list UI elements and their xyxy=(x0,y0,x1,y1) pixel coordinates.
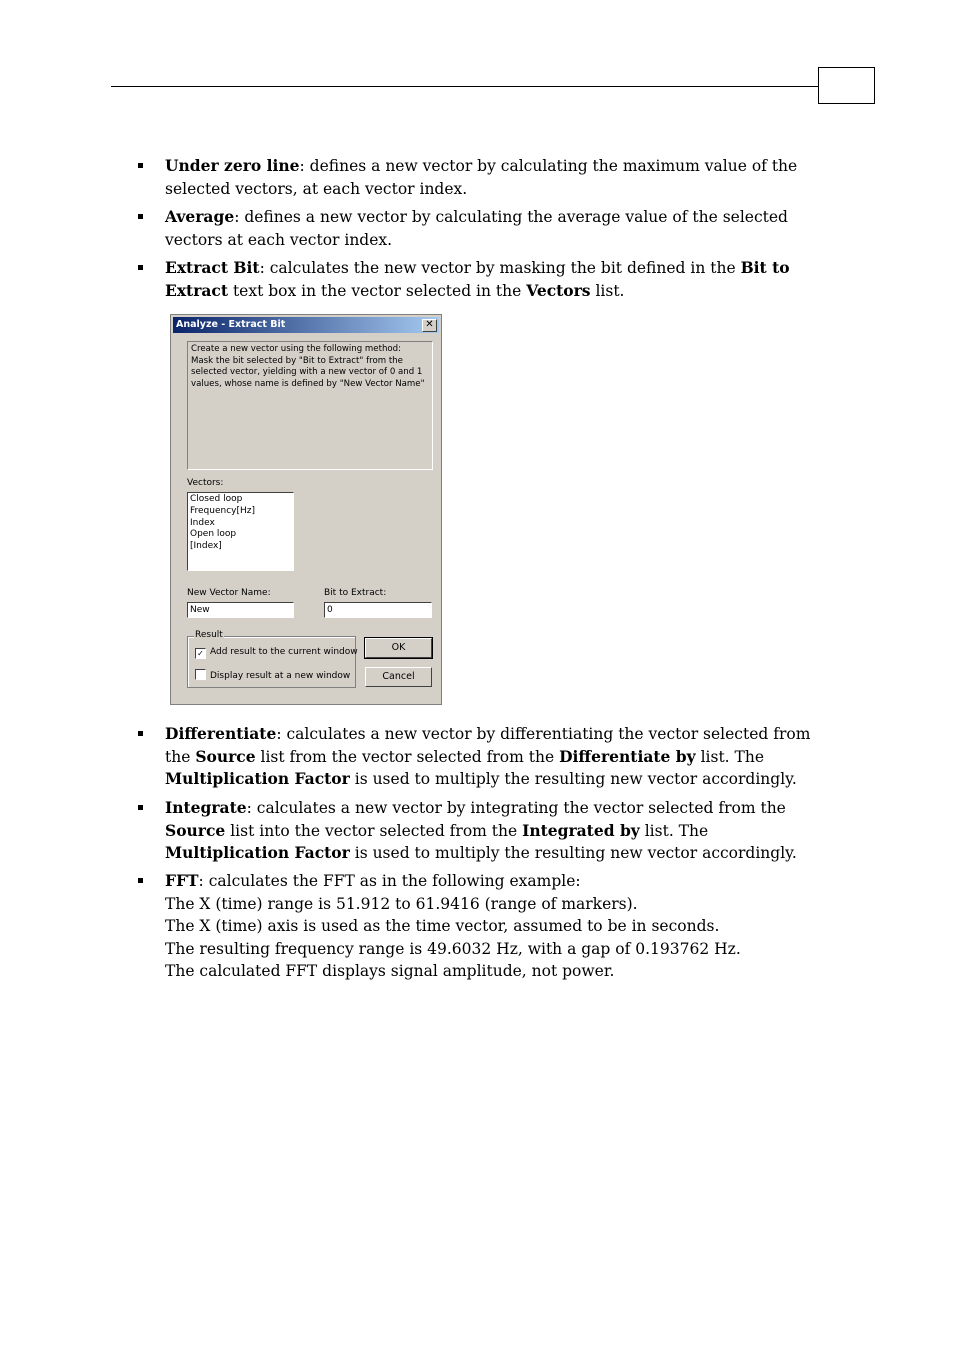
bullet-term: Under zero line xyxy=(165,156,300,175)
dialog-title: Analyze - Extract Bit xyxy=(176,319,286,330)
result-group xyxy=(187,630,358,688)
add-result-checkbox-row[interactable] xyxy=(195,647,358,659)
bullet-term: FFT xyxy=(165,871,199,890)
page-number-box xyxy=(818,67,875,104)
bit-to-extract-label: Bit to Extract: xyxy=(324,588,387,598)
bullet-integrate xyxy=(165,797,820,865)
bullet-bold: Differentiate by xyxy=(559,746,696,766)
add-result-label: Add result to the current window xyxy=(210,647,358,657)
display-result-checkbox-row[interactable] xyxy=(195,669,350,681)
vectors-label: Vectors: xyxy=(187,478,224,488)
bullet-text: list. xyxy=(590,281,625,300)
bullet-average xyxy=(165,206,820,251)
bullet-under-zero-line xyxy=(165,155,820,200)
bullet-bold: Multiplication Factor xyxy=(165,769,350,788)
bullet-bold: Source xyxy=(195,746,256,766)
ok-button[interactable]: OK xyxy=(365,638,432,658)
bullet-marker xyxy=(138,214,143,219)
dialog-titlebar xyxy=(173,317,439,333)
bullet-text: : calculates a new vector by integrating the vector selected from the xyxy=(246,799,786,817)
list-item[interactable]: Open loop xyxy=(190,529,237,540)
bullet-text: : calculates the FFT as in the following example: xyxy=(198,872,581,890)
list-item[interactable]: Frequency[Hz] xyxy=(190,505,256,516)
extract-bit-dialog xyxy=(170,314,442,705)
fft-line: The calculated FFT displays signal amplitude, not power. xyxy=(165,962,615,980)
fft-line: The X (time) axis is used as the time vector, assumed to be in seconds. xyxy=(165,917,720,935)
bullet-marker xyxy=(138,163,143,168)
bullet-text: list from the vector selected from the xyxy=(255,747,560,766)
cancel-button[interactable]: Cancel xyxy=(365,667,432,687)
new-vector-name-input[interactable]: New xyxy=(187,602,294,618)
bullet-marker xyxy=(138,805,143,810)
bullet-marker xyxy=(138,731,143,736)
bullet-term: Average xyxy=(165,207,235,226)
bit-to-extract-input[interactable]: 0 xyxy=(324,602,432,618)
bullet-text: : calculates the new vector by masking the bit defined in the xyxy=(259,259,741,277)
bullet-text: : defines a new vector by calculating the average value of the selected vectors at each vector index. xyxy=(165,208,788,249)
list-item[interactable]: [Index] xyxy=(190,541,222,552)
header-rule xyxy=(111,86,819,87)
fft-line: The resulting frequency range is 49.6032 Hz, with a gap of 0.193762 Hz. xyxy=(165,939,741,958)
bullet-text: is used to multiply the resulting new vector accordingly. xyxy=(349,770,797,788)
bullet-text: : defines a new vector by calculating the maximum value of the selected vectors, at each vector index. xyxy=(165,157,798,198)
display-result-label: Display result at a new window xyxy=(210,671,351,681)
bullet-term: Extract Bit xyxy=(165,258,260,277)
add-result-checkbox[interactable]: ✓ xyxy=(195,648,206,659)
bullet-bold: Vectors xyxy=(526,280,591,300)
bullet-bold: Integrated by xyxy=(522,820,640,840)
list-item[interactable]: Closed loop xyxy=(190,494,243,504)
new-vector-name-label: New Vector Name: xyxy=(187,588,271,598)
bullet-text: list. The xyxy=(695,747,765,766)
method-description: Create a new vector using the following method: Mask the bit selected by "Bit to Extract" from the selected vector, yielding with a new vector of 0 and 1 values, whose name is defined by "New Vector Name" xyxy=(187,341,433,470)
bullet-fft xyxy=(165,870,820,983)
bullet-extract-bit xyxy=(165,257,820,302)
bullet-bold: Source xyxy=(165,820,226,840)
bullet-term: Differentiate xyxy=(165,724,277,743)
list-item[interactable]: Index xyxy=(190,517,215,528)
bullet-term: Integrate xyxy=(165,798,247,817)
bullet-text: text box in the vector selected in the xyxy=(228,281,527,300)
bullet-bold: Bit to Extract xyxy=(165,258,790,300)
bullet-text: list into the vector selected from the xyxy=(225,821,523,840)
close-icon[interactable]: ✕ xyxy=(422,319,437,332)
bullet-marker xyxy=(138,878,143,883)
bullet-bold: Multiplication Factor xyxy=(165,843,350,862)
bullet-text: is used to multiply the resulting new vector accordingly. xyxy=(349,844,797,862)
vectors-list[interactable] xyxy=(187,492,294,571)
bullet-differentiate xyxy=(165,723,820,791)
bullet-text: : calculates a new vector by differentiating the vector selected from the xyxy=(165,725,811,766)
result-group-label: Result xyxy=(195,630,223,640)
bullet-text: list. The xyxy=(639,821,709,840)
bullet-marker xyxy=(138,265,143,270)
display-result-checkbox[interactable] xyxy=(195,669,206,680)
fft-line: The X (time) range is 51.912 to 61.9416 (range of markers). xyxy=(165,894,638,913)
